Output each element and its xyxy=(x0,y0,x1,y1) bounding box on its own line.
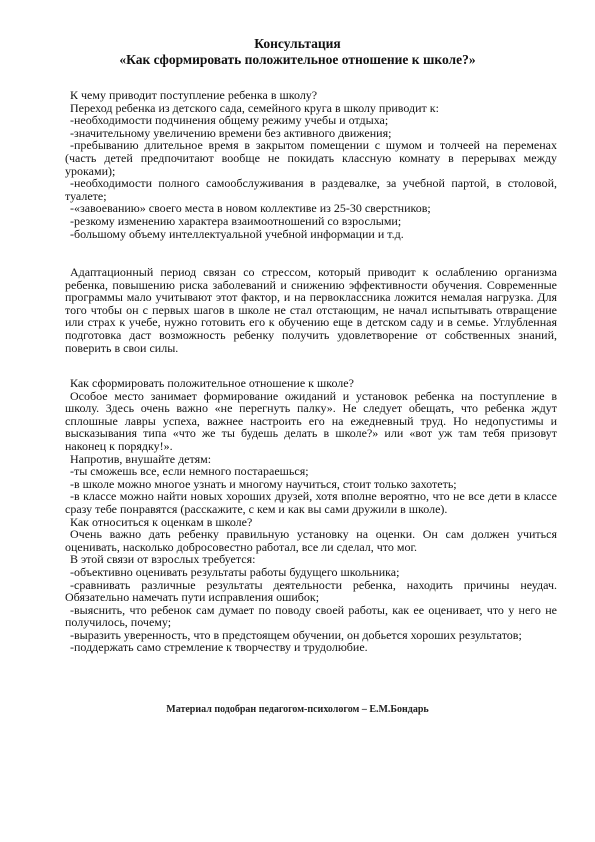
list-item: -сравнивать различные результаты деятельности ребенка, находить причины неудач. Обязательно намечать пути исправления ошибок; xyxy=(65,577,557,605)
list-item: -поддержать само стремление к творчеству и трудолюбие. xyxy=(70,640,368,655)
paragraph: Адаптационный период связан со стрессом, который приводит к ослаблению организма ребенка, повышению риска заболеваний и снижению эффективности обучения. Современные программы мало учитывают этот фактор, и на первоклассника ложится немалая нагрузка. Для того чтобы он с первых шагов в школе не стал отстающим, не начал испытывать отвращение или страх к учебе, нужно готовить его к обучению еще в детском саду и в семье. Углубленная подготовка даст возможность ребенку получить удовлетворение от собственных знаний, поверить в свои силы. xyxy=(65,265,557,355)
list-item: -«завоеванию» своего места в новом коллективе из 25-30 сверстников; xyxy=(70,201,431,216)
list-item: -выяснить, что ребенок сам думает по поводу своей работы, как ее оценивает, что у него не получилось, почему; xyxy=(65,602,557,630)
paragraph: Переход ребенка из детского сада, семейного круга в школу приводит к: xyxy=(70,100,439,115)
paragraph: Напротив, внушайте детям: xyxy=(70,451,212,466)
document-type-heading: Консультация xyxy=(254,36,341,51)
list-item: -резкому изменению характера взаимоотношений со взрослыми; xyxy=(70,213,402,228)
list-item: -ты сможешь все, если немного постараешься; xyxy=(70,464,309,479)
paragraph: К чему приводит поступление ребенка в школу? xyxy=(70,88,318,102)
paragraph: Очень важно дать ребенку правильную установку на оценки. Он сам должен учиться оценивать, насколько добросовестно работал, все ли сделал, что мог. xyxy=(65,527,557,554)
list-item: -значительному увеличению времени без активного движения; xyxy=(70,125,392,140)
attitude-section xyxy=(65,377,557,654)
paragraph: Особое место занимает формирование ожиданий и установок ребенка на поступление в школу. Здесь очень важно «не перегнуть палку». Не следует обещать, что ребенка ждут сплошные лавры успеха, важнее настроить его на ежедневный труд. Но недопустимы и высказывания типа «что же ты будешь делать в школе?» или «вот уж там тебя призовут наконец к порядку!». xyxy=(65,388,557,453)
adaptation-section xyxy=(65,266,557,354)
list-item: -выразить уверенность, что в предстоящем обучении, он добьется хороших результатов; xyxy=(70,627,522,642)
document-title: «Как сформировать положительное отношение к школе?» xyxy=(119,52,476,67)
author-credit: Материал подобран педагогом-психологом – Е.М.Бондарь xyxy=(166,704,429,715)
list-item: -пребыванию длительное время в закрытом помещении с шумом и толчеей на переменах (часть детей предпочитают вообще не покидать классную комнату в перерывах между уроками); xyxy=(65,138,557,178)
intro-section xyxy=(65,89,557,240)
list-item: -объективно оценивать результаты работы будущего школьника; xyxy=(70,564,400,579)
list-item: -необходимости подчинения общему режиму учебы и отдыха; xyxy=(70,113,389,128)
section-question: Как относиться к оценкам в школе? xyxy=(70,514,253,529)
list-item: -в классе можно найти новых хороших друзей, хотя вполне вероятно, что не все дети в классе сразу тебе понравятся (расскажите, с кем и как вы сами дружили в школе). xyxy=(65,489,557,516)
list-item: -в школе можно многое узнать и многому научиться, стоит только захотеть; xyxy=(70,476,457,491)
section-question: Как сформировать положительное отношение к школе? xyxy=(70,376,354,390)
list-item: -большому объему интеллектуальной учебной информации и т.д. xyxy=(70,226,404,241)
list-item: -необходимости полного самообслуживания в раздевалке, за учебной партой, в столовой, туалете; xyxy=(65,176,557,203)
paragraph: В этой связи от взрослых требуется: xyxy=(70,552,256,567)
